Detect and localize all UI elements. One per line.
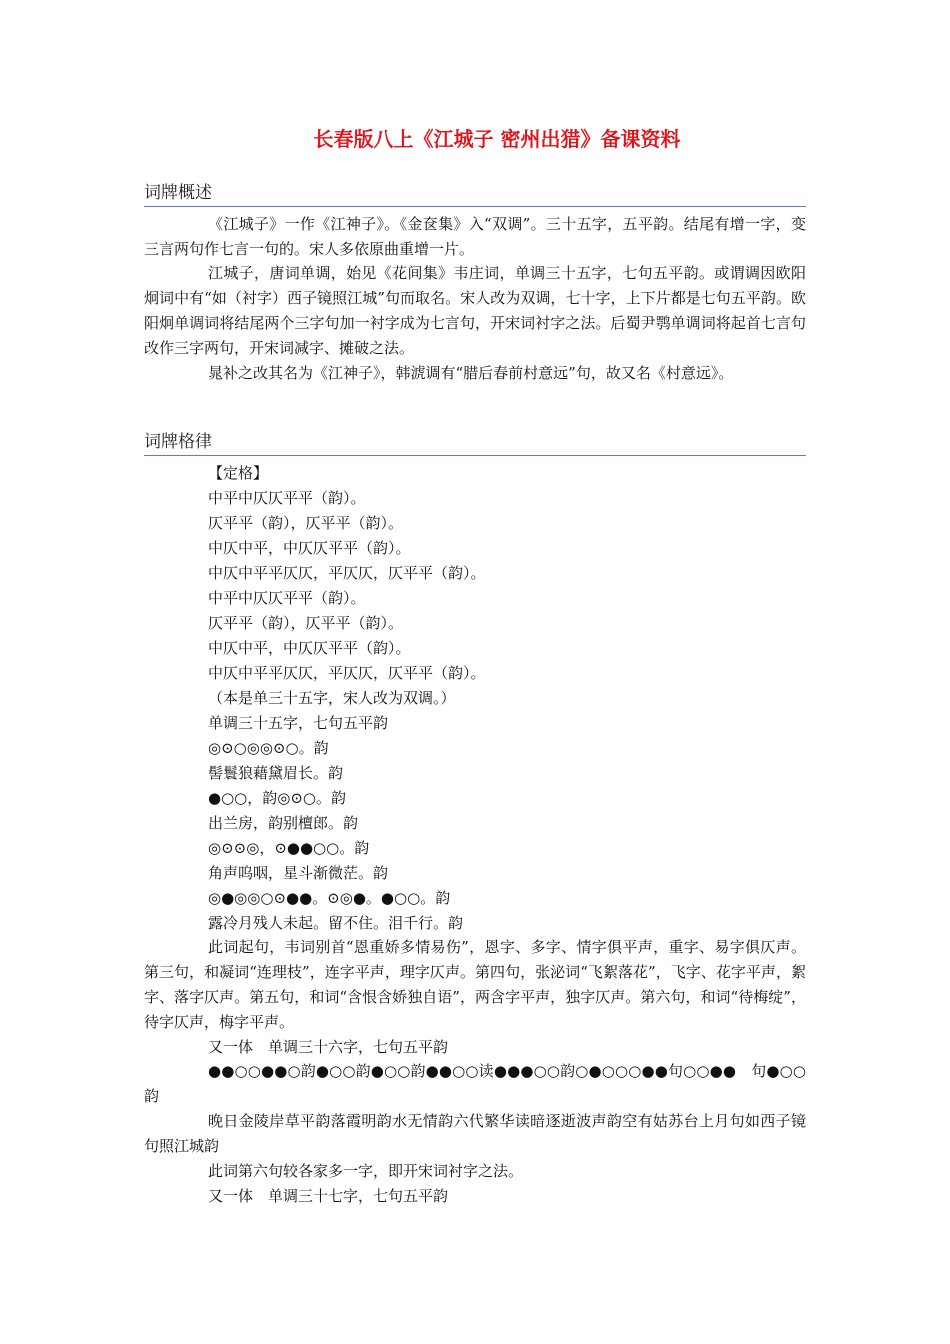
meter-line: 中平中仄仄平平（韵）。 [208,489,366,507]
section-divider [144,206,806,207]
section-heading-overview [144,178,806,207]
meter-line: 中仄中平，中仄仄平平（韵）。 [208,639,411,657]
overview-paragraph: 晁补之改其名为《江神子》，韩淲调有“腊后春前村意远”句，故又名《村意远》。 [208,364,734,382]
meter-line: 仄平平（韵），仄平平（韵）。 [208,614,404,632]
meter-line: ●○○，韵◎⊙○。韵 [208,789,347,807]
meter-line: 单调三十五字，七句五平韵 [208,714,389,732]
variant-heading: 又一体 单调三十六字，七句五平韵 [208,1038,449,1056]
document-title: 长春版八上《江城子 密州出猎》备课资料 [313,127,681,151]
meter-line: 髻鬟狼藉黛眉长。韵 [208,764,344,782]
meter-line: 露冷月残人未起。留不住。泪千行。韵 [208,914,464,932]
meter-line: ◎⊙⊙◎，⊙●●○○。韵 [208,839,370,857]
meter-line: 出兰房，韵别檀郎。韵 [208,814,359,832]
meter-line: （本是单三十五字，宋人改为双调。） [208,689,456,707]
variant-heading: 又一体 单调三十七字，七句五平韵 [208,1187,449,1205]
section-heading-label: 词牌格律 [144,432,212,452]
variant-pattern: ●●○○●●○韵●○○韵●○○韵●●○○读●●●○○韵○●○○○●●句○○●● 句●○○韵 [144,1062,806,1105]
meter-line: 中平中仄仄平平（韵）。 [208,589,366,607]
section-heading-meter [144,427,806,456]
meter-line: ◎●◎◎○⊙●●。⊙◎●。●○○。韵 [208,889,451,907]
meter-line: 中仄中平平仄仄，平仄仄，仄平平（韵）。 [208,664,486,682]
variant-example: 晚日金陵岸草平韵落霞明韵水无情韵六代繁华读暗逐逝波声韵空有姑苏台上月句如西子镜句照江城韵 [144,1112,806,1155]
note-paragraph: 此词起句，韦词别首“恩重娇多情易伤”，恩字、多字、情字俱平声，重字、易字俱仄声。第三句，和凝词“连理枝”，连字平声，理字仄声。第四句，张泌词“飞絮落花”，飞字、花字平声，絮字、落字仄声。第五句，和词“含恨含娇独自语”，两含字平声，独字仄声。第六句，和词“待梅绽”，待字仄声，梅字平声。 [144,938,806,1031]
section-divider [144,455,806,456]
overview-paragraph: 《江城子》一作《江神子》。《金奁集》入“双调”。三十五字，五平韵。结尾有增一字，变三言两句作七言一句的。宋人多依原曲重增一片。 [144,215,806,258]
note-line: 此词第六句较各家多一字，即开宋词衬字之法。 [208,1162,524,1180]
overview-paragraph: 江城子，唐词单调，始见《花间集》韦庄词，单调三十五字，七句五平韵。或谓调因欧阳炯词中有“如（衬字）西子镜照江城”句而取名。宋人改为双调，七十字，上下片都是七句五平韵。欧阳炯单调词将结尾两个三字句加一衬字成为七言句，开宋词衬字之法。后蜀尹鹗单调词将起首七言句改作三字两句，开宋词减字、摊破之法。 [144,264,806,357]
section-heading-label: 词牌概述 [144,183,212,203]
meter-line: 中仄中平，中仄仄平平（韵）。 [208,539,411,557]
meter-line: 中仄中平平仄仄，平仄仄，仄平平（韵）。 [208,564,486,582]
meter-line: ◎⊙○◎◎⊙○。韵 [208,739,329,757]
meter-line: 仄平平（韵），仄平平（韵）。 [208,514,404,532]
meter-line: 【定格】 [208,464,269,482]
meter-line: 角声呜咽，星斗渐微茫。韵 [208,864,389,882]
